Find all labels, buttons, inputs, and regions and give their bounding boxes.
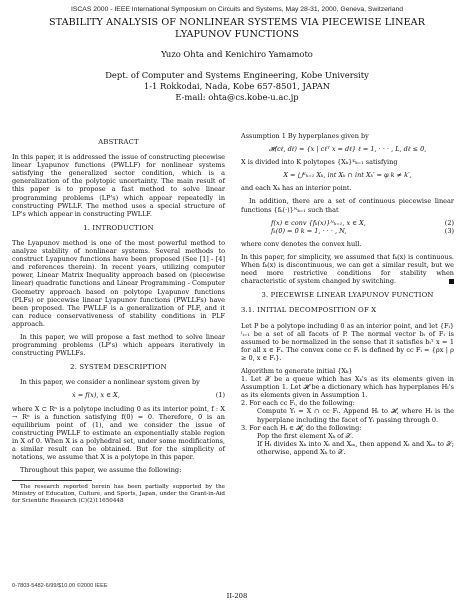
equation-1-number: (1) (215, 391, 225, 400)
algorithm-substep: If Hᵢ divides Xₖ into Xₜ and Xₘ, then append Xₜ and Xₘ to 𝒳; otherwise, append Xₖ to 𝒳. (257, 439, 454, 456)
affiliation (10, 70, 464, 103)
equation-2-body: f(x) ∈ conv {fₖ(x)}ᴺₖ₌₁, x ∈ X, (271, 218, 366, 227)
paper-title (10, 17, 464, 41)
division-text: X is divided into K polytopes {Xₖ}ᴷₖ₌₁ satisfying (241, 158, 398, 167)
page-number: II-208 (226, 592, 248, 600)
algorithm-substep: Compute Yᵢ = X ∩ cc Fᵢ. Append Hᵢ to 𝓗, where Hᵢ is the hyperplane including the facet of Yᵢ passing through 0. (257, 407, 454, 424)
equation-3-body: fₖ(0) = 0 k = 1, · · · , N, (271, 226, 347, 235)
sysdesc-paragraph-3: Throughout this paper, we assume the following: (20, 466, 182, 475)
equation-3 (271, 227, 454, 235)
authors: Yuzo Ohta and Kenichiro Yamamoto (161, 49, 313, 59)
equations-2-3 (241, 219, 454, 235)
algorithm-step: 2. For each cc Fᵢ, do the following: (241, 399, 355, 408)
qed-icon (449, 279, 454, 284)
equation-1 (12, 391, 225, 399)
equation-2-number: (2) (444, 218, 454, 227)
introduction-heading: 1. INTRODUCTION (83, 223, 154, 232)
union-equation: X = ⋃ᴷₖ₌₁ Xₖ, int Xₖ ∩ int Xₖ′ = φ k ≠ k′, (283, 171, 412, 180)
hyperplane-equation: 𝓗(cℓ, dℓ) = {x | cℓᵀ x = dℓ} ℓ = 1, · · · , L, dℓ ≤ 0, (268, 145, 427, 154)
algorithm-step: 1. Let 𝒳 be a queue which has Xₖ's as its elements given in Assumption 1. Let 𝓗 be a dictionary which has hyperplanes Hₗ's as its elements given in Assumption 1. (241, 375, 454, 400)
title-line-2: LYAPUNOV FUNCTIONS (174, 29, 299, 40)
right-column (241, 132, 454, 456)
assumption-1: Assumption 1 By hyperplanes given by (241, 132, 369, 140)
intro-paragraph-1: The Lyapunov method is one of the most powerful method to analyze stability of nonlinear systems. Several methods to construct Lyapunov functions have been proposed (See [1] - [4] and references therein). In recent years, utilizing computer power, Linear Matrix Inequality approach based on (piecewise linear) quadratic functions and Linear Programming - Computer Geometry approach based on polytope Lyapunov functions (PLFs) or piecewise linear Lyapunov functions (PWLLFs) have been proposed. The PWLLF is a generalization of PLF, and it can reduce conservativeness of stability conditions in PLF approach. (12, 238, 225, 328)
affiliation-line-1: Dept. of Computer and Systems Engineering, Kobe University (105, 70, 369, 80)
abstract-heading: ABSTRACT (98, 138, 139, 146)
algorithm-step: 3. For each Hᵢ ∈ 𝓗, do the following: (241, 423, 362, 432)
section-3-1-heading: 3.1. INITIAL DECOMPOSITION OF X (241, 306, 377, 315)
left-column (12, 132, 225, 510)
addition-text: In addition, there are a set of continuous piecewise linear functions {fₖ(·)}ᴺₖ₌₁ such that (241, 197, 454, 214)
footnote: The research reported herein has been partially supported by the Ministry of Education, Culture, and Sports, Japan, under the Grant-in-Aid for Scientific Research (C)(2)11650448 (12, 484, 225, 505)
equation-1-body: ẋ = f(x), x ∈ X, (72, 391, 120, 400)
abstract-text: In this paper, it is addressed the issue of constructing piecewise linear Lyapunov functions (PWLLF) for nonlinear systems satisfying the generalized sector condition, which is a generalization of the polytopic uncertainty. The main result of this paper is to propose a fast method to solve linear programming problems (LP's) which appear repeatedly in constructing PWLLF. The method uses a special structure of LP's which appear in constructing PWLLF. (12, 153, 225, 218)
affiliation-email: E-mail: ohta@cs.kobe-u.ac.jp (175, 92, 299, 102)
footnote-rule (12, 480, 92, 481)
copyright-line: 0-7803-5482-6/99/$10.00 ©2000 IEEE (12, 583, 108, 589)
title-line-1: STABILITY ANALYSIS OF NONLINEAR SYSTEMS VIA PIECEWISE LINEAR (48, 17, 426, 28)
equation-3-number: (3) (444, 226, 454, 235)
convex-hull-note: where conv denotes the convex hull. (241, 239, 362, 248)
sysdesc-paragraph-2: where X ⊂ Rⁿ is a polytope including 0 as its interior point, f : X → Rⁿ is a function satisfying f(0) = 0. Therefore, 0 is an equilibrium point of (1), and we consider the issue of constructing PWLLF to estimate an exponentially stable region in X of 0. When X is a polyhedral set, under some modifications, a similar result can be obtained. But for the simplicity of notations, we assume that X is a polytope in this paper. (12, 404, 225, 462)
intro-paragraph-2: In this paper, we will propose a fast method to solve linear programming problems (LP's) which appears iteratively in constructing PWLLFs. (12, 332, 225, 358)
algorithm-substep: Pop the first element Xₖ of 𝒳. (257, 431, 354, 440)
equation-2 (271, 219, 454, 227)
sysdesc-paragraph-1: In this paper, we consider a nonlinear system given by (20, 378, 200, 387)
section-3-heading: 3. PIECEWISE LINEAR LYAPUNOV FUNCTION (261, 291, 434, 300)
system-description-heading: 2. SYSTEM DESCRIPTION (70, 363, 167, 372)
section-3-1-paragraph: Let P be a polytope including 0 as an interior point, and let {Fᵢ}ᴵᵢ₌₁ be a set of all facets of P. The normal vector bᵢ of Fᵢ is assumed to be normalized in the sense that it satisfies bᵢᵀ x = 1 for all x ∈ Fᵢ. The convex cone cc Fᵢ is defined by cc Fᵢ = {ρx | ρ ≥ 0, x ∈ Fᵢ}. (241, 321, 454, 362)
simplicity-text: In this paper, for simplicity, we assumed that fₖ(x) is continuous. When fₖ(x) is discontinuous, we can get a similar result, but we need more restrictive conditions for stability when characteristic of system changed by switching. (241, 252, 454, 286)
algorithm-title: Algorithm to generate initial {Xₖ} (241, 366, 353, 375)
algorithm-block (241, 367, 454, 456)
conference-header: ISCAS 2000 - IEEE International Symposium on Circuits and Systems, May 28-31, 2000, Geneva, Switzerland (70, 6, 404, 13)
affiliation-line-2: 1-1 Rokkodai, Nada, Kobe 657-8501, JAPAN (143, 81, 331, 91)
simplicity-paragraph (241, 253, 454, 285)
interior-point-text: and each Xₖ has an interior point. (241, 184, 352, 193)
